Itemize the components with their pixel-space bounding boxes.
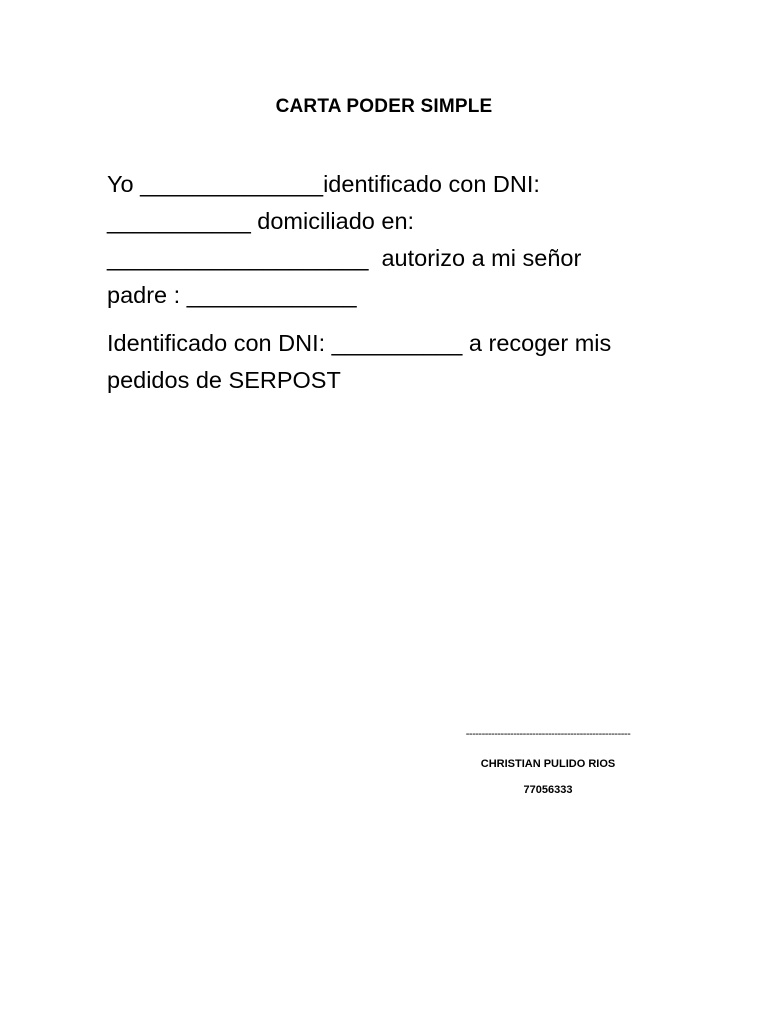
document-title: CARTA PODER SIMPLE <box>275 96 493 117</box>
signature-block <box>438 728 658 796</box>
purpose-paragraph <box>107 325 667 399</box>
paragraph-line: pedidos de SERPOST <box>107 367 341 393</box>
paragraph-line: Identificado con DNI: __________ a recoger mis <box>107 330 612 356</box>
paragraph-line: Yo ______________identificado con DNI: <box>107 171 540 197</box>
paragraph-line: padre : _____________ <box>107 282 357 308</box>
paragraph-line: ___________ domiciliado en: <box>107 208 415 234</box>
signature-line: ---------------------------------------------------- <box>465 728 631 740</box>
paragraph-line: ____________________ autorizo a mi señor <box>107 245 582 271</box>
signer-name: CHRISTIAN PULIDO RIOS <box>480 758 616 770</box>
authorization-paragraph <box>107 166 667 314</box>
signer-dni: 77056333 <box>523 784 573 796</box>
